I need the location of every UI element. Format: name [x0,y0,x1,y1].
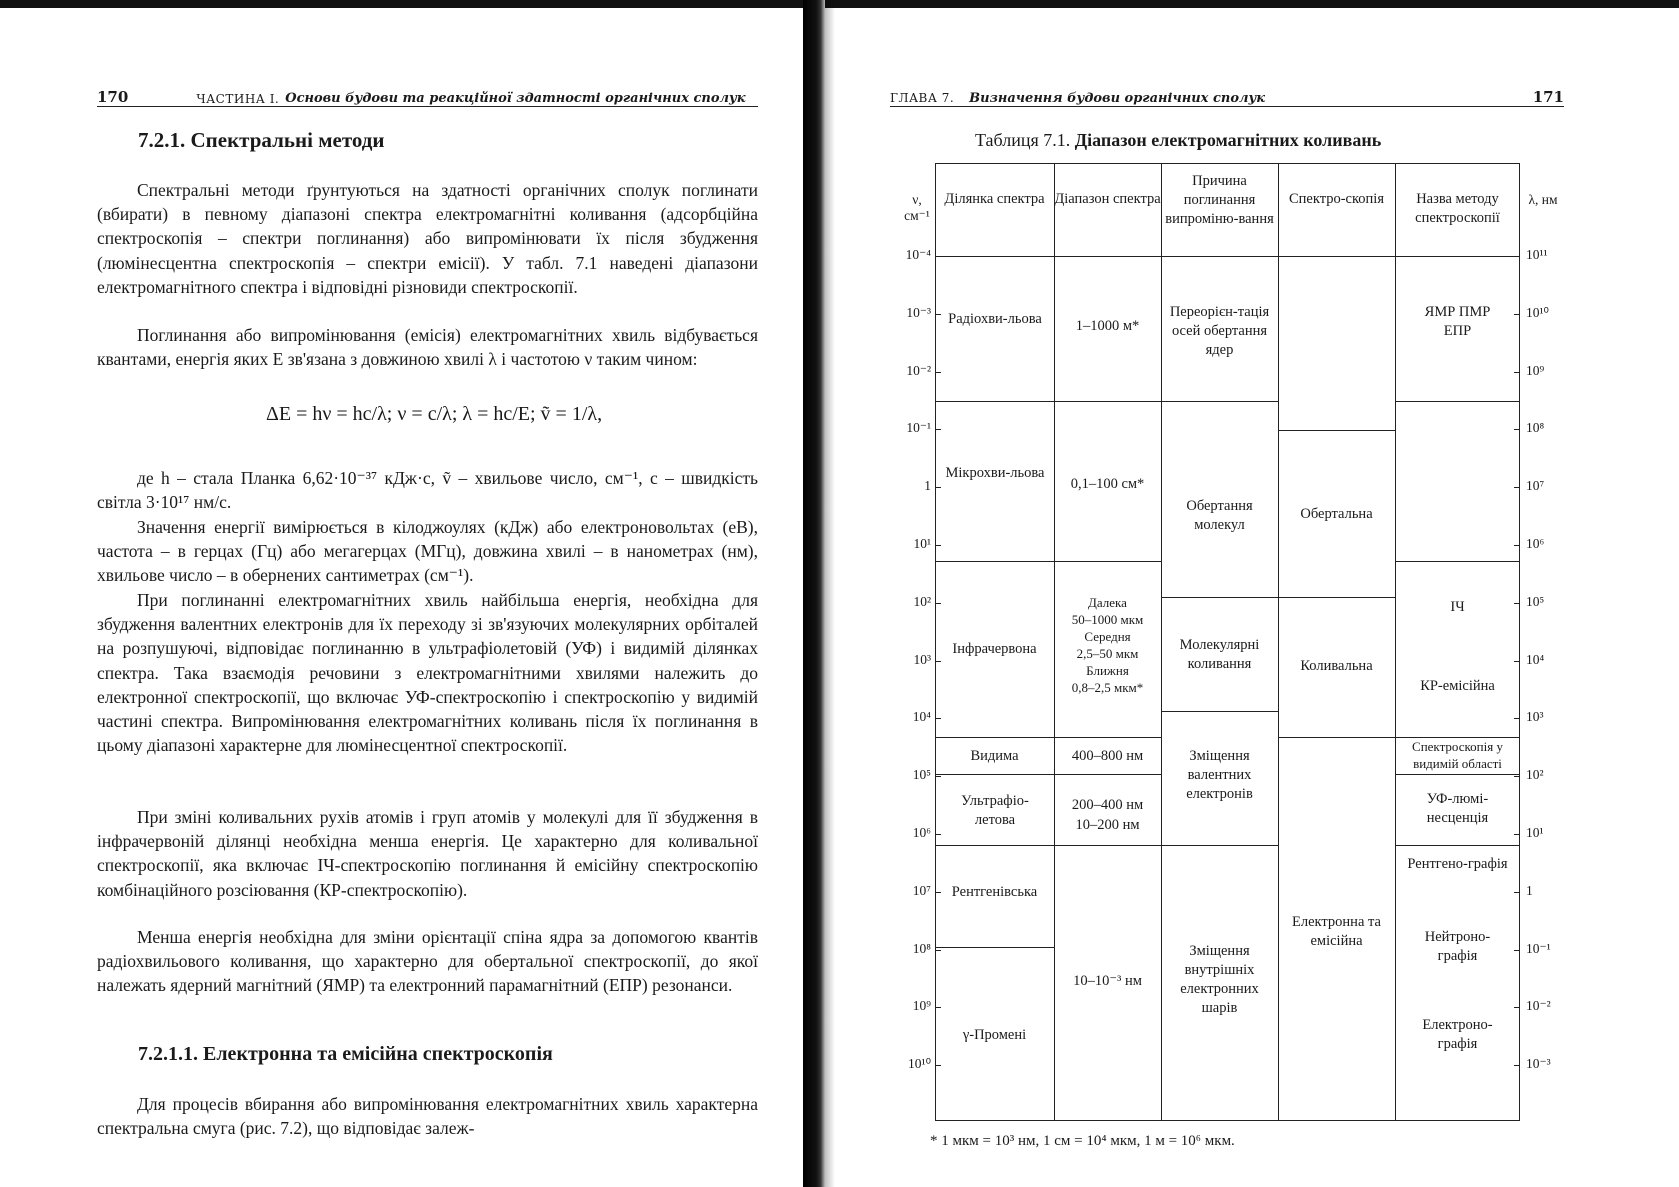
method-ir: ІЧ [1450,599,1465,615]
right-tick-label: 10⁴ [1526,651,1545,667]
c2-line-a [1054,401,1161,402]
right-tick-mark [1514,487,1520,488]
right-tick-mark [1514,545,1520,546]
left-tick-label: 10⁷ [912,882,931,898]
formula: ΔE = hν = hc/λ; ν = c/λ; λ = hc/E; ṽ = 1/λ, [266,403,603,425]
spectroscopy-rotation: Обертальна [1300,506,1373,522]
left-tick-label: 10¹ [913,536,931,551]
right-tick-label: 10¹⁰ [1526,304,1549,320]
c5-line-d [1395,774,1520,775]
method-electron: Електроно-графія [1422,1017,1493,1052]
right-tick-mark [1514,314,1520,315]
left-tick-label: 10³ [913,651,931,667]
subsection-heading: 7.2.1.1. Електронна та емісійна спектроскопія [138,1043,553,1065]
right-tick-label: 10⁵ [1526,593,1545,609]
range-uv-2: 10–200 нм [1075,817,1140,833]
right-chapter-title: Визначення будови органічних сполук [969,91,1266,106]
c4-line-a [1278,430,1395,431]
right-page-header [890,84,1564,107]
paragraph-8: Для процесів вбирання або випромінювання електромагнітних хвиль характерна спектральна смуга (рис. 7.2), що відповідає залеж- [97,1094,758,1139]
left-tick-mark [935,892,941,893]
right-tick-label: 10⁶ [1526,536,1545,551]
region-micro: Мікрохви-льова [945,465,1045,481]
region-xray: Рентгенівська [951,884,1038,900]
method-uv: УФ-люмі-несценція [1426,791,1489,826]
col-divider-4 [1395,163,1396,1121]
right-tick-label: 10⁻² [1526,998,1551,1014]
right-tick-label: 1 [1526,882,1533,898]
c1-line-e [935,845,1054,846]
right-tick-mark [1514,603,1520,604]
header-cause: Причина поглинання випроміню-вання [1165,173,1274,227]
section-heading: 7.2.1. Спектральні методи [138,128,385,152]
right-tick-mark [1514,661,1520,662]
left-tick-label: 10⁻² [906,362,931,378]
region-gamma: γ-Промені [962,1027,1027,1043]
paragraph-1: Спектральні методи ґрунтуються на здатності органічних сполук поглинати (вбирати) в певному діапазоні спектра електромагнітні коливання (адсорбційна спектроскопія – спектри поглинання) або випромінювати їх після збудження (люмінесцентна спектроскопія – спектри емісії). У табл. 7.1 наведені діапазони електромагнітного спектра і відповідні різновиди спектроскопії. [97,180,758,297]
right-tick-label: 10⁻³ [1526,1056,1551,1072]
c4-line-c [1278,737,1395,738]
paragraph-2: Поглинання або випромінювання (емісія) електромагнітних хвиль відбувається квантами, енергія яких E зв'язана з довжиною хвилі λ і частотою ν таким чином: [97,325,758,370]
right-tick-label: 10⁸ [1526,420,1545,436]
left-chapter-label: ЧАСТИНА І. [196,92,280,106]
range-xray-gamma: 10–10⁻³ нм [1073,973,1142,989]
right-tick-label: 10⁷ [1526,478,1545,494]
header-region: Ділянка спектра [944,191,1045,207]
right-tick-mark [1514,256,1520,257]
left-tick-label: 10⁵ [912,767,931,783]
left-tick-label: 10² [913,593,931,609]
region-radio: Радіохви-льова [948,311,1042,327]
right-tick-mark [1514,718,1520,719]
paragraph-4: Значення енергії вимірюється в кілоджоулях (кДж) або електроновольтах (еВ), частота – в герцах (Гц) або мегагерцах (МГц), довжина хвилі – в нанометрах (нм), хвильове число – в обернених сантиметрах (см⁻¹). [97,517,758,586]
left-tick-label: 10⁸ [912,940,931,956]
left-tick-label: 10¹⁰ [908,1056,931,1072]
paragraph-6: При зміні коливальних рухів атомів і груп атомів у молекулі для її збудження в інфрачервоній ділянці необхідна менша енергія. Це характерно для коливальної спектроскопії, яка включає ІЧ-спектроскопію поглинання й емісійну спектроскопію комбінаційного розсіювання (КР-спектроскопію). [97,807,758,900]
range-ir-near: Ближня [1086,663,1129,678]
left-tick-mark [935,1007,941,1008]
c5-line-a [1395,401,1520,402]
spectroscopy-electronic: Електронна та емісійна [1292,914,1381,949]
spine-shadow [825,0,835,1187]
left-tick-mark [935,950,941,951]
right-tick-label: 10³ [1526,709,1544,725]
c2-line-d [1054,774,1161,775]
cause-vibration: Молекулярні коливання [1179,637,1260,672]
c2-line-c [1054,737,1161,738]
right-tick-label: 10⁻¹ [1526,940,1551,956]
method-raman: КР-емісійна [1420,678,1495,694]
right-tick-mark [1514,776,1520,777]
table-caption [975,130,1381,151]
left-tick-mark [935,545,941,546]
right-tick-label: 10¹¹ [1526,247,1548,262]
left-tick-mark [935,372,941,373]
cause-valence: Зміщення валентних електронів [1186,748,1253,802]
left-tick-label: 10⁻⁴ [905,247,931,262]
paragraph-7: Менша енергія необхідна для зміни орієнтації спіна ядра за допомогою квантів радіохвильового коливання, що характерно для обертальної спектроскопії, до якої належать ядерний магнітний (ЯМР) та електронний парамагнітний (ЕПР) резонанси. [97,927,758,996]
right-tick-label: 10² [1526,767,1544,783]
c1-line-d [935,774,1054,775]
range-ir-far: Далека [1088,595,1127,610]
range-uv-1: 200–400 нм [1071,797,1144,813]
right-tick-mark [1514,834,1520,835]
right-tick-mark [1514,1007,1520,1008]
left-page-header [97,84,758,107]
c1-line-c [935,737,1054,738]
left-tick-mark [935,661,941,662]
c2-line-b [1054,561,1161,562]
right-tick-label: 10¹ [1526,825,1544,840]
left-tick-mark [935,834,941,835]
range-visible: 400–800 нм [1071,748,1144,764]
c1-line-f [935,947,1054,948]
left-page [0,0,803,1187]
right-tick-mark [1514,429,1520,430]
c4-line-b [1278,597,1395,598]
left-tick-label: 1 [924,478,931,494]
c1-line-a [935,401,1054,402]
left-tick-mark [935,776,941,777]
header-spectroscopy: Спектро-скопія [1288,191,1384,207]
left-tick-mark [935,429,941,430]
c3-line-a [1161,401,1278,402]
method-visible: Спектроскопія у видимій області [1412,739,1503,771]
right-axis-header: λ, нм [1528,192,1558,207]
left-page-number: 170 [97,88,129,106]
region-visible: Видима [970,748,1019,764]
range-ir-far-value: 50–1000 мкм [1071,612,1144,627]
left-tick-label: 10⁴ [912,709,931,725]
cause-inner: Зміщення внутрішніх електронних шарів [1180,943,1259,1016]
header-method: Назва методу спектроскопії [1415,191,1500,226]
header-range: Діапазон спектра [1054,191,1161,207]
right-chapter-label: ГЛАВА 7. [890,91,955,105]
method-xray: Рентгено-графія [1407,856,1508,872]
region-ir: Інфрачервона [952,641,1037,657]
table-caption-prefix: Таблиця 7.1. [975,130,1071,150]
c3-line-c [1161,711,1278,712]
c1-line-b [935,561,1054,562]
left-tick-label: 10⁻¹ [906,420,931,436]
right-page-number: 171 [1532,88,1564,106]
table-caption-text: Діапазон електромагнітних коливань [1074,130,1382,150]
range-radio: 1–1000 м* [1075,318,1140,334]
left-tick-mark [935,603,941,604]
method-neutron: Нейтроно-графія [1424,929,1491,964]
paragraph-5: При поглинанні електромагнітних хвиль найбільша енергія, необхідна для збудження валентних електронів для їх переходу зі зв'язуючих молекулярних орбіталей на розпушуючі, відповідає поглинанню в ультрафіолетовій (УФ) і видимій ділянках спектра. Така взаємодія речовини з електромагнітними хвилями належить до електронної спектроскопії, що включає УФ-спектроскопію і спектроскопію у видимій частині спектра. Випромінювання електромагнітних коливань після їх поглинання в цьому діапазоні характерне для люмінесцентної спектроскопії. [97,590,758,756]
left-tick-mark [935,718,941,719]
left-axis-header: ν, см⁻¹ [904,192,930,223]
paragraph-3: де h – стала Планка 6,62·10⁻³⁷ кДж·с, ṽ – хвильове число, см⁻¹, c – швидкість світла 3·10¹⁷ нм/с. [97,468,758,513]
book-spine [803,0,825,1187]
c5-line-b [1395,561,1520,562]
left-tick-mark [935,314,941,315]
left-tick-mark [935,1065,941,1066]
spectroscopy-vibration: Коливальна [1300,658,1373,674]
range-micro: 0,1–100 см* [1070,476,1145,492]
right-tick-mark [1514,1065,1520,1066]
right-tick-label: 10⁹ [1526,362,1545,378]
cause-rotation: Обертання молекул [1186,498,1253,533]
right-tick-mark [1514,950,1520,951]
region-uv: Ультрафіо-летова [961,793,1029,828]
left-tick-label: 10⁹ [912,998,931,1014]
c3-line-b [1161,597,1278,598]
left-chapter-title: Основи будови та реакційної здатності органічних сполук [285,91,746,106]
range-ir-near-value: 0,8–2,5 мкм* [1071,680,1144,695]
method-radio: ЯМР ПМР ЕПР [1424,304,1491,339]
right-tick-mark [1514,372,1520,373]
cause-radio: Переорієн-тація осей обертання ядер [1169,304,1270,358]
left-tick-mark [935,256,941,257]
c5-line-e [1395,845,1520,846]
c3-line-d [1161,845,1278,846]
left-tick-label: 10⁶ [912,825,931,840]
range-ir-mid: Середня [1084,629,1131,644]
table-footnote: * 1 мкм = 10³ нм, 1 см = 10⁴ мкм, 1 м = 10⁶ мкм. [930,1133,1235,1149]
col-divider-3 [1278,163,1279,1121]
right-tick-mark [1514,892,1520,893]
left-tick-label: 10⁻³ [906,304,931,320]
left-tick-mark [935,487,941,488]
header-row-divider [935,256,1520,257]
range-ir-mid-value: 2,5–50 мкм [1076,646,1139,661]
c2-line-e [1054,845,1161,846]
